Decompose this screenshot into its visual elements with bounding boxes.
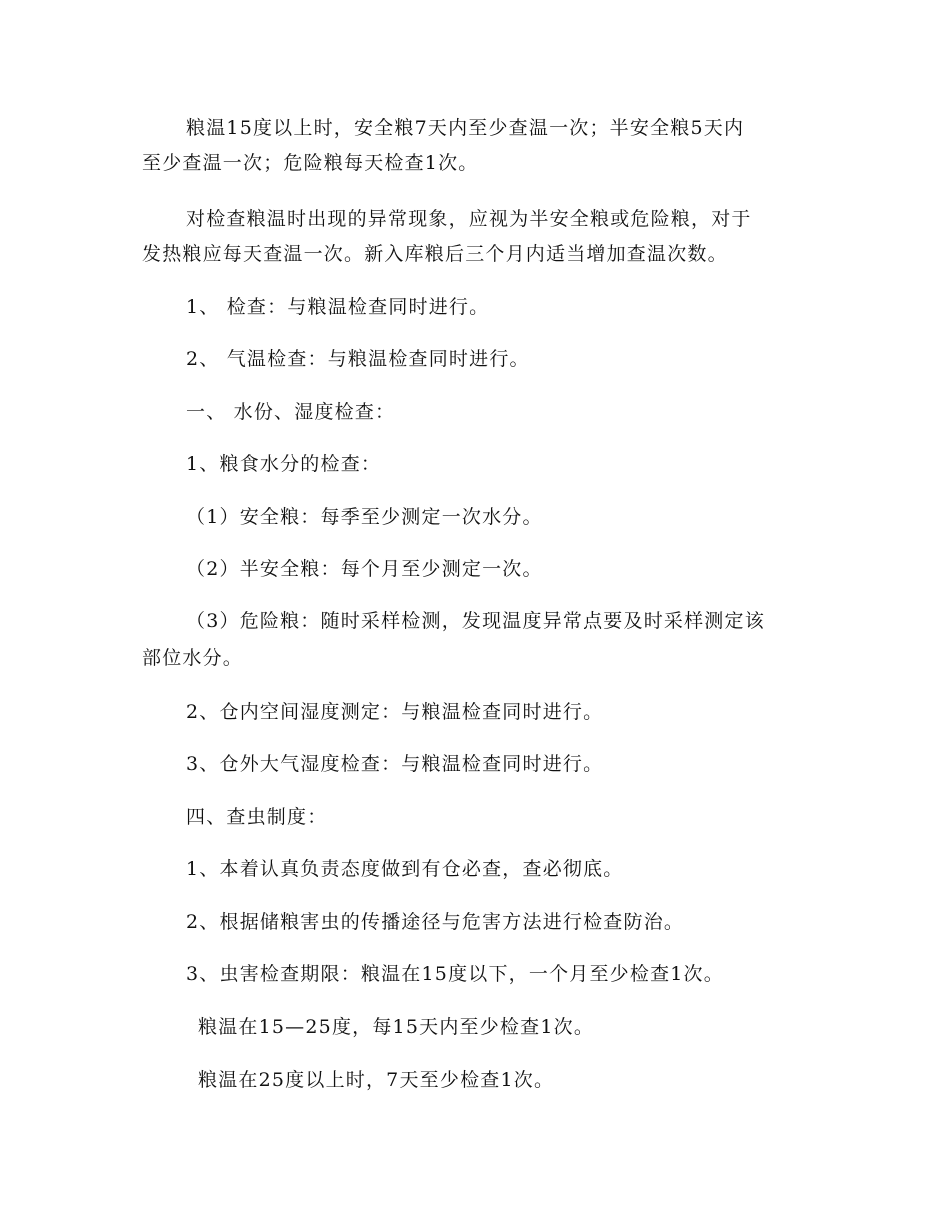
paragraph-4: 2、 气温检查：与粮温检查同时进行。: [186, 348, 530, 370]
section-heading-moisture: 一、 水份、湿度检查：: [186, 401, 396, 423]
paragraph-2-line-2: 发热粮应每天查温一次。新入库粮后三个月内适当增加查温次数。: [142, 243, 728, 265]
paragraph-16: 粮温在15—25度，每15天内至少检查1次。: [198, 1016, 595, 1038]
paragraph-9-line-2: 部位水分。: [142, 647, 244, 669]
paragraph-8: （2）半安全粮：每个月至少测定一次。: [186, 558, 543, 580]
paragraph-7: （1）安全粮：每季至少测定一次水分。: [186, 506, 543, 528]
paragraph-1-line-2: 至少查温一次；危险粮每天检查1次。: [142, 152, 479, 174]
paragraph-2-line-1: 对检查粮温时出现的异常现象，应视为半安全粮或危险粮，对于: [186, 208, 752, 230]
paragraph-11: 3、仓外大气湿度检查：与粮温检查同时进行。: [186, 753, 604, 775]
section-heading-pest: 四、查虫制度：: [186, 806, 328, 828]
paragraph-9-line-1: （3）危险粮：随时采样检测，发现温度异常点要及时采样测定该: [186, 610, 765, 632]
paragraph-10: 2、仓内空间湿度测定：与粮温检查同时进行。: [186, 701, 604, 723]
paragraph-3: 1、 检查：与粮温检查同时进行。: [186, 296, 490, 318]
paragraph-15: 3、虫害检查期限：粮温在15度以下，一个月至少检查1次。: [186, 963, 724, 985]
paragraph-17: 粮温在25度以上时，7天至少检查1次。: [198, 1069, 555, 1091]
paragraph-6: 1、粮食水分的检查：: [186, 453, 382, 475]
paragraph-14: 2、根据储粮害虫的传播途径与危害方法进行检查防治。: [186, 911, 685, 933]
paragraph-1-line-1: 粮温15度以上时，安全粮7天内至少查温一次；半安全粮5天内: [186, 117, 745, 139]
paragraph-13: 1、本着认真负责态度做到有仓必查，查必彻底。: [186, 858, 624, 880]
